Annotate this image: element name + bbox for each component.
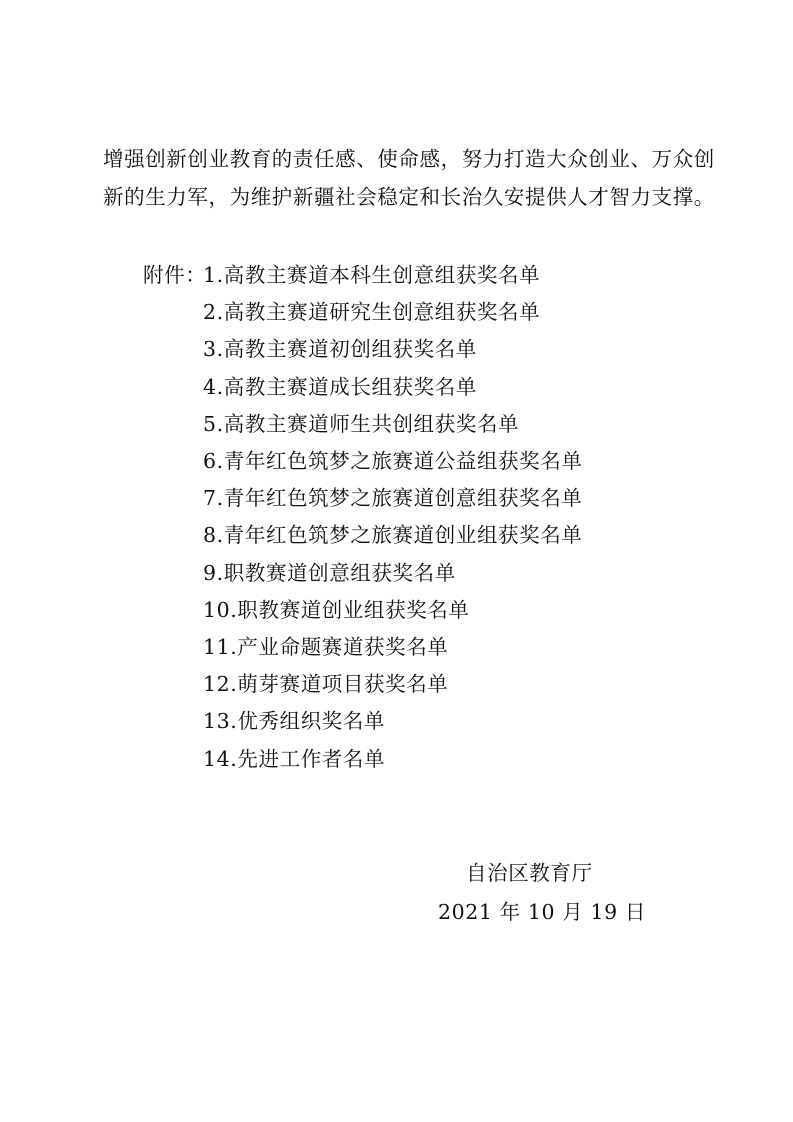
attachment-item: 6.青年红色筑梦之旅赛道公益组获奖名单 [203, 449, 583, 474]
body-line-1: 增强创新创业教育的责任感、使命感，努力打造大众创业、万众创 [103, 147, 715, 171]
attachment-item: 10.职教赛道创业组获奖名单 [203, 597, 470, 622]
attachment-item: 1.高教主赛道本科生创意组获奖名单 [203, 263, 541, 287]
attachment-item: 11.产业命题赛道获奖名单 [203, 635, 449, 660]
attachment-item: 7.青年红色筑梦之旅赛道创意组获奖名单 [203, 486, 583, 511]
issuer-signature: 自治区教育厅 [466, 861, 593, 885]
attachment-item: 9.职教赛道创意组获奖名单 [203, 560, 456, 585]
attachment-item: 8.青年红色筑梦之旅赛道创业组获奖名单 [203, 523, 583, 548]
attachments-list [203, 257, 582, 778]
attachment-item: 14.先进工作者名单 [203, 746, 386, 771]
attachments-label: 附件： [143, 263, 207, 287]
attachment-item: 13.优秀组织奖名单 [203, 709, 386, 734]
attachment-item: 5.高教主赛道师生共创组获奖名单 [203, 411, 520, 436]
attachment-item: 4.高教主赛道成长组获奖名单 [203, 374, 477, 399]
attachment-item: 3.高教主赛道初创组获奖名单 [203, 337, 477, 362]
attachment-item: 12.萌芽赛道项目获奖名单 [203, 672, 449, 697]
issue-date: 2021 年 10 月 19 日 [438, 900, 647, 924]
body-paragraph [103, 140, 715, 216]
attachment-item: 2.高教主赛道研究生创意组获奖名单 [203, 300, 541, 325]
body-line-2: 新的生力军，为维护新疆社会稳定和长治久安提供人才智力支撑。 [103, 185, 715, 209]
